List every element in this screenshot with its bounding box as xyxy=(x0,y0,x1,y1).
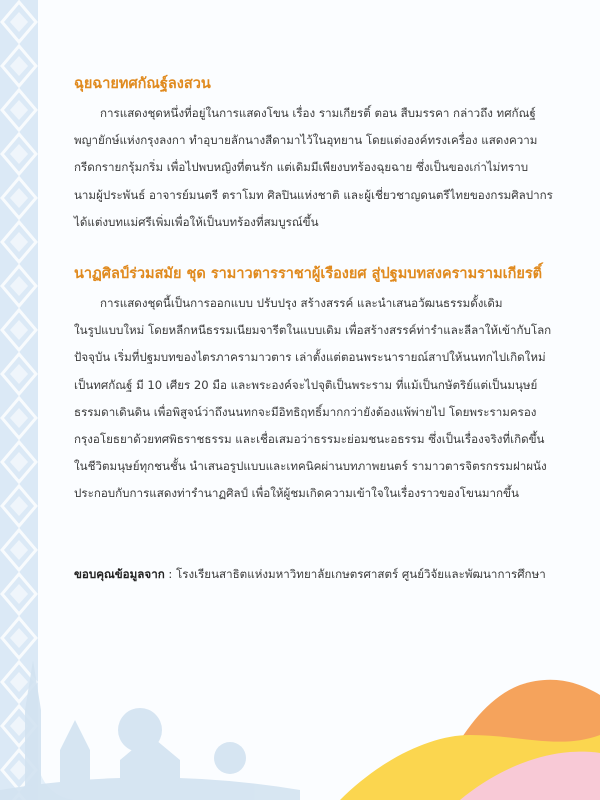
paragraph-line: การแสดงชุดหนึ่งที่อยู่ในการแสดงโขน เรื่อง รามเกียรติ์ ตอน สืบมรรคา กล่าวถึง ทศกัณฐ์ xyxy=(100,106,536,120)
section-heading-2: นาฏศิลป์ร่วมสมัย ชุด รามาวตารราชาผู้เรืองยศ สู่ปฐมบทสงครามรามเกียรติ์ xyxy=(74,266,543,283)
credit-label: ขอบคุณข้อมูลจาก xyxy=(74,567,165,581)
paragraph-line: ในรูปแบบใหม่ โดยหลีกหนีธรรมเนียมจารีตในแบบเดิม เพื่อสร้างสรรค์ท่ารำและลีลาให้เข้ากับโลก xyxy=(74,323,552,338)
credit-text: โรงเรียนสาธิตแห่งมหาวิทยาลัยเกษตรศาสตร์ ศูนย์วิจัยและพัฒนาการศึกษา xyxy=(176,567,546,581)
paragraph-line: ได้แต่งบทแม่ศรีเพิ่มเพื่อให้เป็นบทร้องที่สมบูรณ์ขึ้น xyxy=(74,214,319,229)
article-body xyxy=(74,74,564,508)
paragraph-line: นามผู้ประพันธ์ อาจารย์มนตรี ตราโมท ศิลปินแห่งชาติ และผู้เชี่ยวชาญดนตรีไทยของกรมศิลปากร xyxy=(74,187,553,202)
section-paragraph-2 xyxy=(74,290,564,508)
paragraph-line: การแสดงชุดนี้เป็นการออกแบบ ปรับปรุง สร้างสรรค์ และนำเสนอวัฒนธรรมดั้งเดิม xyxy=(100,296,503,311)
paragraph-line: ธรรมดาเดินดิน เพื่อพิสูจน์ว่าถึงนนทกจะมีอิทธิฤทธิ์มากกว่ายังต้องแพ้พ่ายไป โดยพระรามครอง xyxy=(74,404,537,419)
section-paragraph-1 xyxy=(74,100,564,236)
section-heading-1: ฉุยฉายทศกัณฐ์ลงสวน xyxy=(74,76,211,92)
paragraph-line: พญายักษ์แห่งกรุงลงกา ทำอุบายลักนางสีดามาไว้ในอุทยาน โดยแต่งองค์ทรงเครื่อง แสดงความ xyxy=(74,133,538,148)
paragraph-line: เป็นทศกัณฐ์ มี 10 เศียร 20 มือ และพระองค์จะไปจุติเป็นพระราม ที่แม้เป็นกษัตริย์แต่เป็นมนุษย์ xyxy=(74,377,538,392)
paragraph-line: ปัจจุบัน เริ่มที่ปฐมบทของไตรภาครามาวตาร เล่าตั้งแต่ตอนพระนารายณ์สาปให้นนทกไปเกิดใหม่ xyxy=(74,350,546,365)
credit-separator: : xyxy=(164,567,176,581)
paragraph-line: กรุงอโยธยาด้วยทศพิธราชธรรม และเชื่อเสมอว่าธรรมะย่อมชนะอธรรม ซึ่งเป็นเรื่องจริงที่เกิดขึ้น xyxy=(74,432,545,447)
credit-line xyxy=(74,561,574,587)
temple-silhouette-illustration xyxy=(0,660,300,800)
paragraph-line: ในชีวิตมนุษย์ทุกชนชั้น นำเสนอรูปแบบและเทคนิคผ่านบทภาพยนตร์ รามาวตารจิตรกรรมฝาผนัง xyxy=(74,459,547,474)
decorative-footer-art xyxy=(0,640,600,800)
paragraph-line: กรีดกรายกรุ้มกริ่ม เพื่อไปพบหญิงที่ตนรัก แต่เดิมมีเพียงบทร้องฉุยฉาย ซึ่งเป็นของเก่าไม่ทราบ xyxy=(74,160,529,175)
paragraph-line: ประกอบกับการแสดงท่ารำนาฏศิลป์ เพื่อให้ผู้ชมเกิดความเข้าใจในเรื่องราวของโขนมากขึ้น xyxy=(74,486,519,501)
